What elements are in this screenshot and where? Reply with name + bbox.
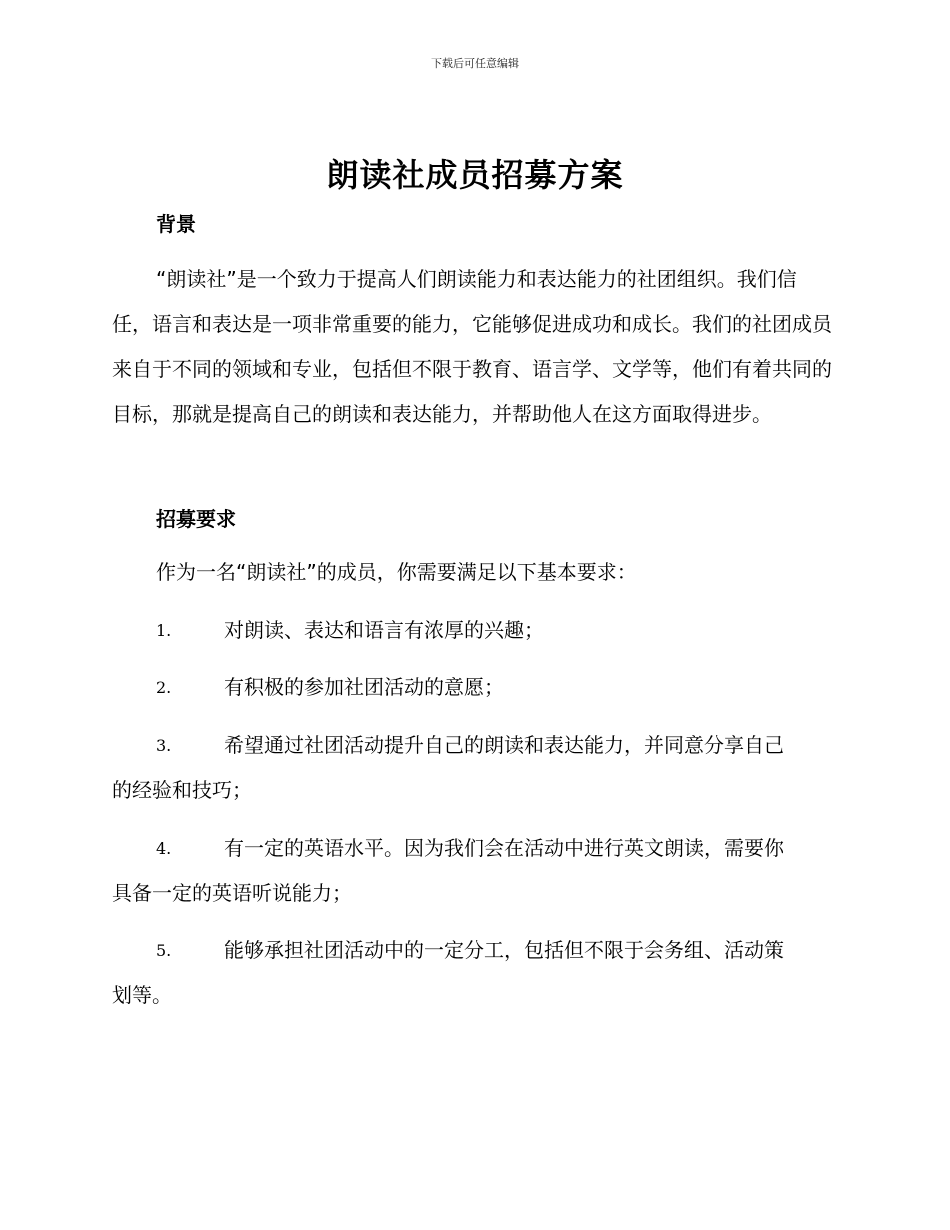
list-item-line bbox=[112, 608, 832, 653]
list-item-text: 有一定的英语水平。因为我们会在活动中进行英文朗读，需要你 bbox=[224, 836, 784, 860]
list-item bbox=[112, 928, 832, 1018]
document-title: 朗读社成员招募方案 bbox=[326, 156, 624, 194]
list-item-text: 有积极的参加社团活动的意愿； bbox=[224, 675, 504, 699]
list-item-line bbox=[112, 665, 832, 710]
list-item bbox=[112, 723, 832, 813]
list-item bbox=[112, 665, 832, 710]
list-item-line bbox=[112, 723, 832, 768]
list-item bbox=[112, 826, 832, 916]
header-note: 下载后可任意编辑 bbox=[431, 57, 519, 70]
section-heading-requirements: 招募要求 bbox=[156, 507, 236, 531]
list-item-text: 希望通过社团活动提升自己的朗读和表达能力，并同意分享自己 bbox=[224, 733, 784, 757]
list-item-continuation: 具备一定的英语听说能力； bbox=[112, 881, 352, 905]
list-item-text: 对朗读、表达和语言有浓厚的兴趣； bbox=[224, 618, 544, 642]
list-item-number: 3. bbox=[156, 736, 172, 755]
list-item-number: 1. bbox=[156, 621, 172, 640]
list-item-continuation: 的经验和技巧； bbox=[112, 778, 252, 802]
list-item-line bbox=[112, 928, 832, 973]
list-item-text: 能够承担社团活动中的一定分工，包括但不限于会务组、活动策 bbox=[224, 938, 784, 962]
list-item-number: 5. bbox=[156, 941, 172, 960]
list-item-number: 4. bbox=[156, 839, 172, 858]
list-item bbox=[112, 608, 832, 653]
list-item-line bbox=[112, 826, 832, 871]
section-heading-background: 背景 bbox=[156, 212, 196, 236]
requirements-intro: 作为一名“朗读社”的成员，你需要满足以下基本要求： bbox=[156, 560, 637, 584]
list-item-number: 2. bbox=[156, 678, 172, 697]
background-paragraph: “朗读社”是一个致力于提高人们朗读能力和表达能力的社团组织。我们信任，语言和表达是一项非常重要的能力，它能够促进成功和成长。我们的社团成员来自于不同的领域和专业，包括但不限于教育、语言学、文学等，他们有着共同的目标，那就是提高自己的朗读和表达能力，并帮助他人在这方面取得进步。 bbox=[112, 267, 832, 426]
list-item-continuation: 划等。 bbox=[112, 983, 172, 1007]
